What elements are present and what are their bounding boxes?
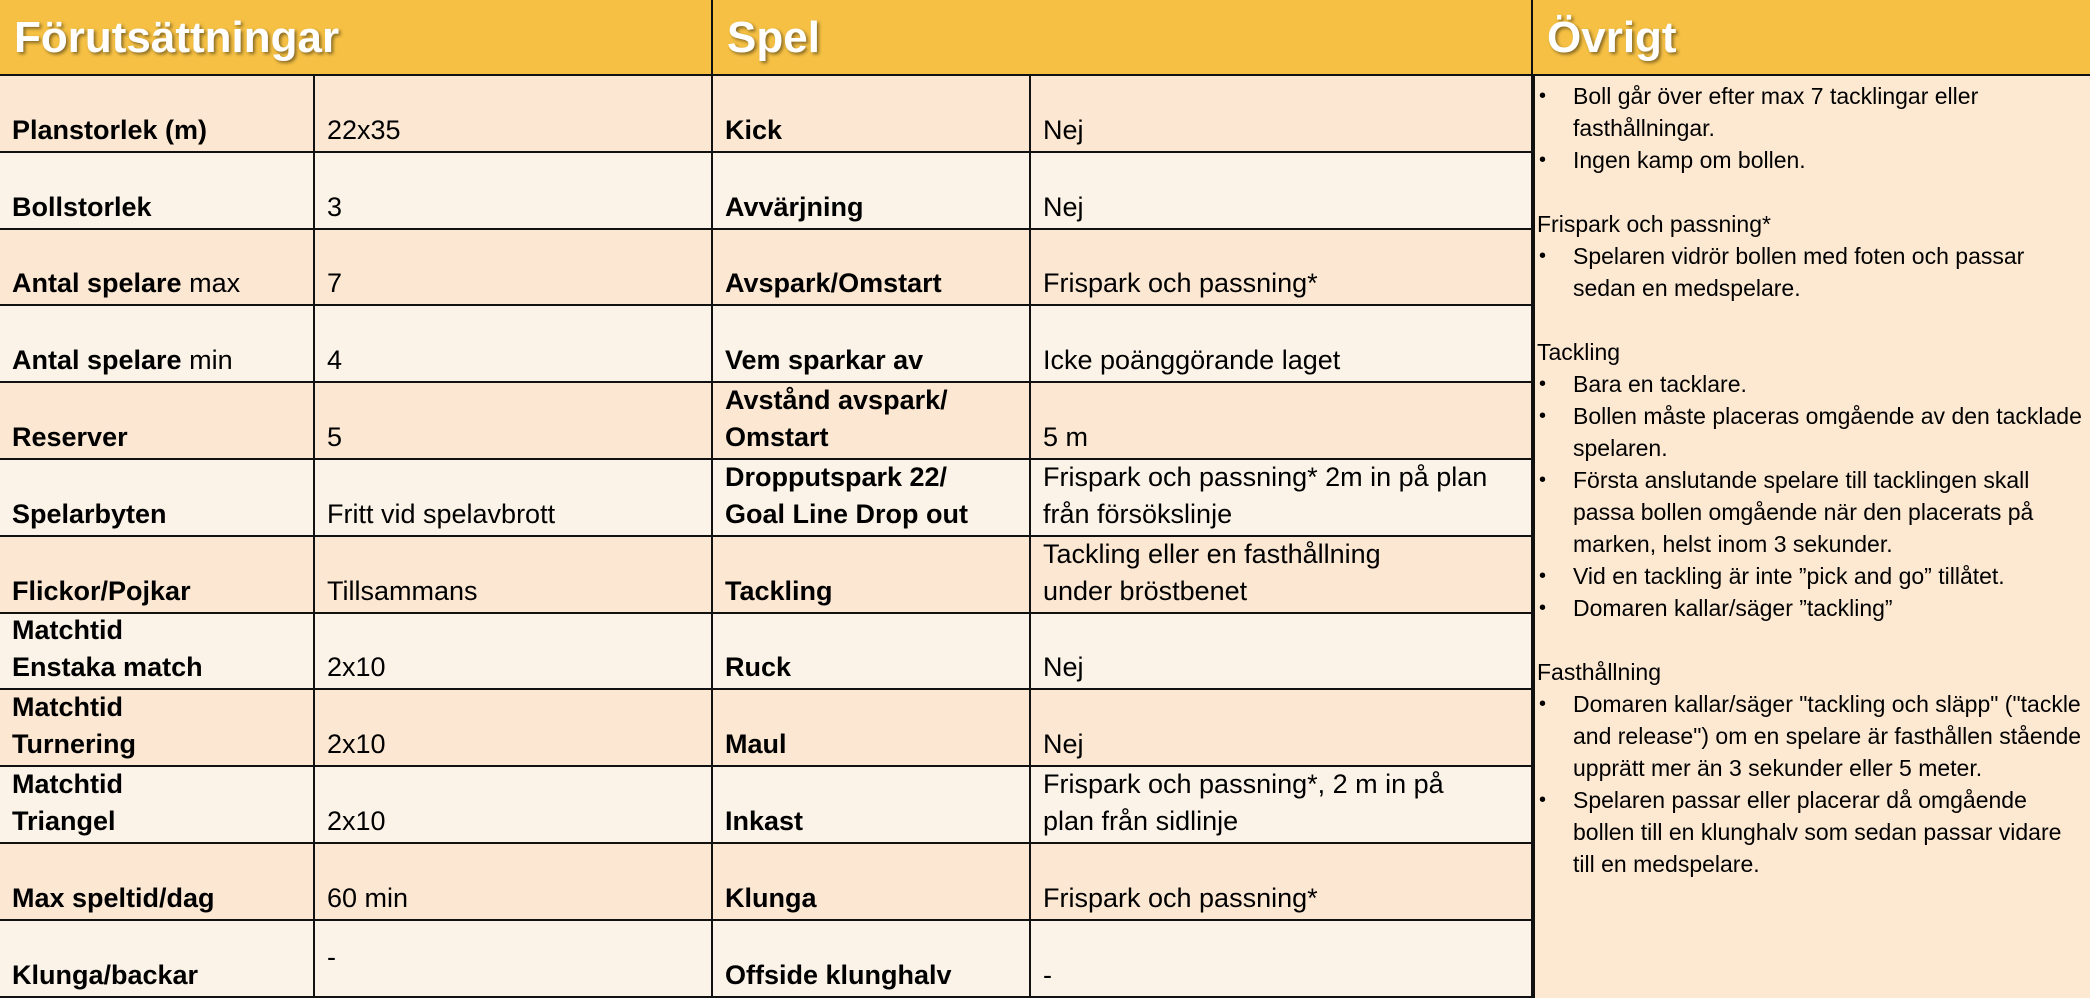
value-line: Frispark och passning*	[1043, 268, 1318, 299]
label-line: Inkast	[725, 805, 804, 836]
value-text: -	[327, 941, 336, 972]
forutsattning-label	[0, 306, 315, 383]
label-line: Avstånd avspark/	[725, 384, 948, 415]
bullet-item: • Spelaren passar eller placerar då omgående bollen till en klunghalv som sedan passar vidare till en medspelare.	[1535, 784, 2090, 880]
value-text: 2x10	[327, 805, 386, 836]
label-bold: Max speltid/dag	[12, 882, 215, 913]
forutsattning-value	[315, 460, 713, 537]
ovrigt-section	[1535, 656, 2090, 880]
label-line: Klunga	[725, 882, 817, 913]
header-ovrigt	[1533, 0, 2090, 76]
bullet-item: • Bara en tacklare.	[1535, 368, 2090, 400]
value-line: Frispark och passning*	[1043, 882, 1318, 913]
label-bold: Flickor/Pojkar	[12, 575, 191, 606]
spel-value	[1031, 921, 1533, 998]
label-bold: Klunga/backar	[12, 959, 199, 990]
forutsattning-value	[315, 230, 713, 307]
label-line: Matchtid	[12, 692, 123, 723]
spel-value	[1031, 76, 1533, 153]
forutsattning-label	[0, 76, 315, 153]
value-line: Tackling eller en fasthållning	[1043, 538, 1381, 569]
header-spel	[713, 0, 1533, 76]
header-forutsattningar	[0, 0, 713, 76]
spel-label	[713, 537, 1031, 614]
forutsattning-label	[0, 767, 315, 844]
section-gap	[1535, 304, 2090, 336]
spel-label	[713, 460, 1031, 537]
value-line: under bröstbenet	[1043, 575, 1248, 606]
spel-value	[1031, 153, 1533, 230]
spel-value	[1031, 844, 1533, 921]
spel-label	[713, 614, 1031, 691]
header-label: Övrigt	[1547, 13, 1677, 62]
value-text: Tillsammans	[327, 575, 478, 606]
label-bold: Spelarbyten	[12, 498, 167, 529]
section-gap	[1535, 176, 2090, 208]
label-line: Enstaka match	[12, 652, 203, 683]
value-line: plan från sidlinje	[1043, 805, 1239, 836]
spel-label	[713, 844, 1031, 921]
forutsattning-label	[0, 921, 315, 998]
forutsattning-label	[0, 614, 315, 691]
ovrigt-section	[1535, 336, 2090, 624]
forutsattning-value	[315, 76, 713, 153]
forutsattning-value	[315, 153, 713, 230]
spel-value	[1031, 537, 1533, 614]
ovrigt-section	[1535, 80, 2090, 176]
label-line: Maul	[725, 729, 787, 760]
value-text: 2x10	[327, 652, 386, 683]
section-title: Tackling	[1537, 339, 1621, 365]
label-line	[12, 265, 301, 302]
label-line: Goal Line Drop out	[725, 498, 968, 529]
rules-table	[0, 76, 1533, 998]
label-line: Avvärjning	[725, 191, 864, 222]
bullet-item: • Boll går över efter max 7 tacklingar eller fasthållningar.	[1535, 80, 2090, 144]
bullet-item: • Bollen måste placeras omgående av den tacklade spelaren.	[1535, 400, 2090, 464]
ovrigt-panel	[1533, 76, 2090, 998]
forutsattning-value	[315, 690, 713, 767]
label-line: Matchtid	[12, 615, 123, 646]
bullet-item: • Vid en tackling är inte ”pick and go” tillåtet.	[1535, 560, 2090, 592]
value-text: Fritt vid spelavbrott	[327, 498, 556, 529]
label-line	[12, 189, 301, 226]
bullet-item: • Första anslutande spelare till tacklingen skall passa bollen omgående när den placerats på marken, helst inom 3 sekunder.	[1535, 464, 2090, 560]
section-title: Fasthållning	[1537, 659, 1662, 685]
bullet-list	[1535, 80, 2090, 176]
section-title: Frispark och passning*	[1537, 211, 1771, 237]
bullet-item: • Domaren kallar/säger "tackling och släpp" ("tackle and release") om en spelare är fasthållen stående upprätt mer än 3 sekunder eller 5 meter.	[1535, 688, 2090, 784]
label-qualifier: max	[181, 268, 241, 299]
value-line: Nej	[1043, 652, 1084, 683]
forutsattning-label	[0, 153, 315, 230]
label-line: Kick	[725, 114, 783, 145]
spel-value	[1031, 690, 1533, 767]
spel-label	[713, 921, 1031, 998]
forutsattning-value	[315, 844, 713, 921]
value-line: Nej	[1043, 729, 1084, 760]
bullet-item: • Spelaren vidrör bollen med foten och passar sedan en medspelare.	[1535, 240, 2090, 304]
bullet-list	[1535, 688, 2090, 880]
label-line: Ruck	[725, 652, 792, 683]
spel-value	[1031, 230, 1533, 307]
label-bold: Antal spelare	[12, 345, 182, 376]
forutsattning-label	[0, 844, 315, 921]
value-text: 7	[327, 268, 343, 299]
value-text: 22x35	[327, 114, 401, 145]
label-line: Vem sparkar av	[725, 345, 924, 376]
forutsattning-value	[315, 306, 713, 383]
value-line: 5 m	[1043, 421, 1089, 452]
bullet-list	[1535, 240, 2090, 304]
header-label: Förutsättningar	[14, 13, 340, 62]
label-line	[12, 573, 301, 610]
spel-label	[713, 690, 1031, 767]
bullet-item: • Domaren kallar/säger ”tackling”	[1535, 592, 2090, 624]
value-line: Nej	[1043, 191, 1084, 222]
forutsattning-label	[0, 460, 315, 537]
spel-value	[1031, 460, 1533, 537]
forutsattning-label	[0, 537, 315, 614]
label-bold: Antal spelare	[12, 268, 182, 299]
value-line: från försökslinje	[1043, 498, 1233, 529]
bullet-item: • Ingen kamp om bollen.	[1535, 144, 2090, 176]
spel-label	[713, 230, 1031, 307]
forutsattning-value	[315, 614, 713, 691]
value-line: Frispark och passning* 2m in på plan	[1043, 461, 1488, 492]
forutsattning-value	[315, 767, 713, 844]
label-bold: Bollstorlek	[12, 191, 152, 222]
label-line: Triangel	[12, 805, 116, 836]
value-line: -	[1043, 959, 1052, 990]
spel-value	[1031, 614, 1533, 691]
label-bold: Planstorlek (m)	[12, 114, 208, 145]
label-line: Dropputspark 22/	[725, 461, 948, 492]
label-line	[12, 342, 301, 379]
label-line: Omstart	[725, 421, 829, 452]
label-line	[12, 419, 301, 456]
label-line	[12, 957, 301, 994]
value-text: 5	[327, 421, 343, 452]
label-line	[12, 496, 301, 533]
spel-label	[713, 767, 1031, 844]
label-line	[12, 112, 301, 149]
forutsattning-value	[315, 537, 713, 614]
value-text: 60 min	[327, 882, 409, 913]
value-line: Frispark och passning*, 2 m in på	[1043, 768, 1444, 799]
label-line: Offside klunghalv	[725, 959, 952, 990]
label-line	[12, 880, 301, 917]
forutsattning-value	[315, 383, 713, 460]
label-bold: Reserver	[12, 421, 128, 452]
ovrigt-section	[1535, 208, 2090, 304]
value-text: 2x10	[327, 729, 386, 760]
spel-value	[1031, 306, 1533, 383]
label-line: Tackling	[725, 575, 833, 606]
spel-label	[713, 383, 1031, 460]
label-line: Avspark/Omstart	[725, 268, 942, 299]
header-label: Spel	[727, 13, 820, 62]
section-gap	[1535, 624, 2090, 656]
forutsattning-label	[0, 383, 315, 460]
spel-label	[713, 76, 1031, 153]
label-line: Matchtid	[12, 768, 123, 799]
forutsattning-value	[315, 921, 713, 998]
value-text: 3	[327, 191, 343, 222]
forutsattning-label	[0, 230, 315, 307]
value-line: Icke poänggörande laget	[1043, 345, 1341, 376]
value-line: Nej	[1043, 114, 1084, 145]
label-line: Turnering	[12, 729, 136, 760]
spel-value	[1031, 767, 1533, 844]
bullet-list	[1535, 368, 2090, 624]
value-text: 4	[327, 345, 343, 376]
label-qualifier: min	[181, 345, 233, 376]
spel-label	[713, 306, 1031, 383]
spel-label	[713, 153, 1031, 230]
spel-value	[1031, 383, 1533, 460]
forutsattning-label	[0, 690, 315, 767]
